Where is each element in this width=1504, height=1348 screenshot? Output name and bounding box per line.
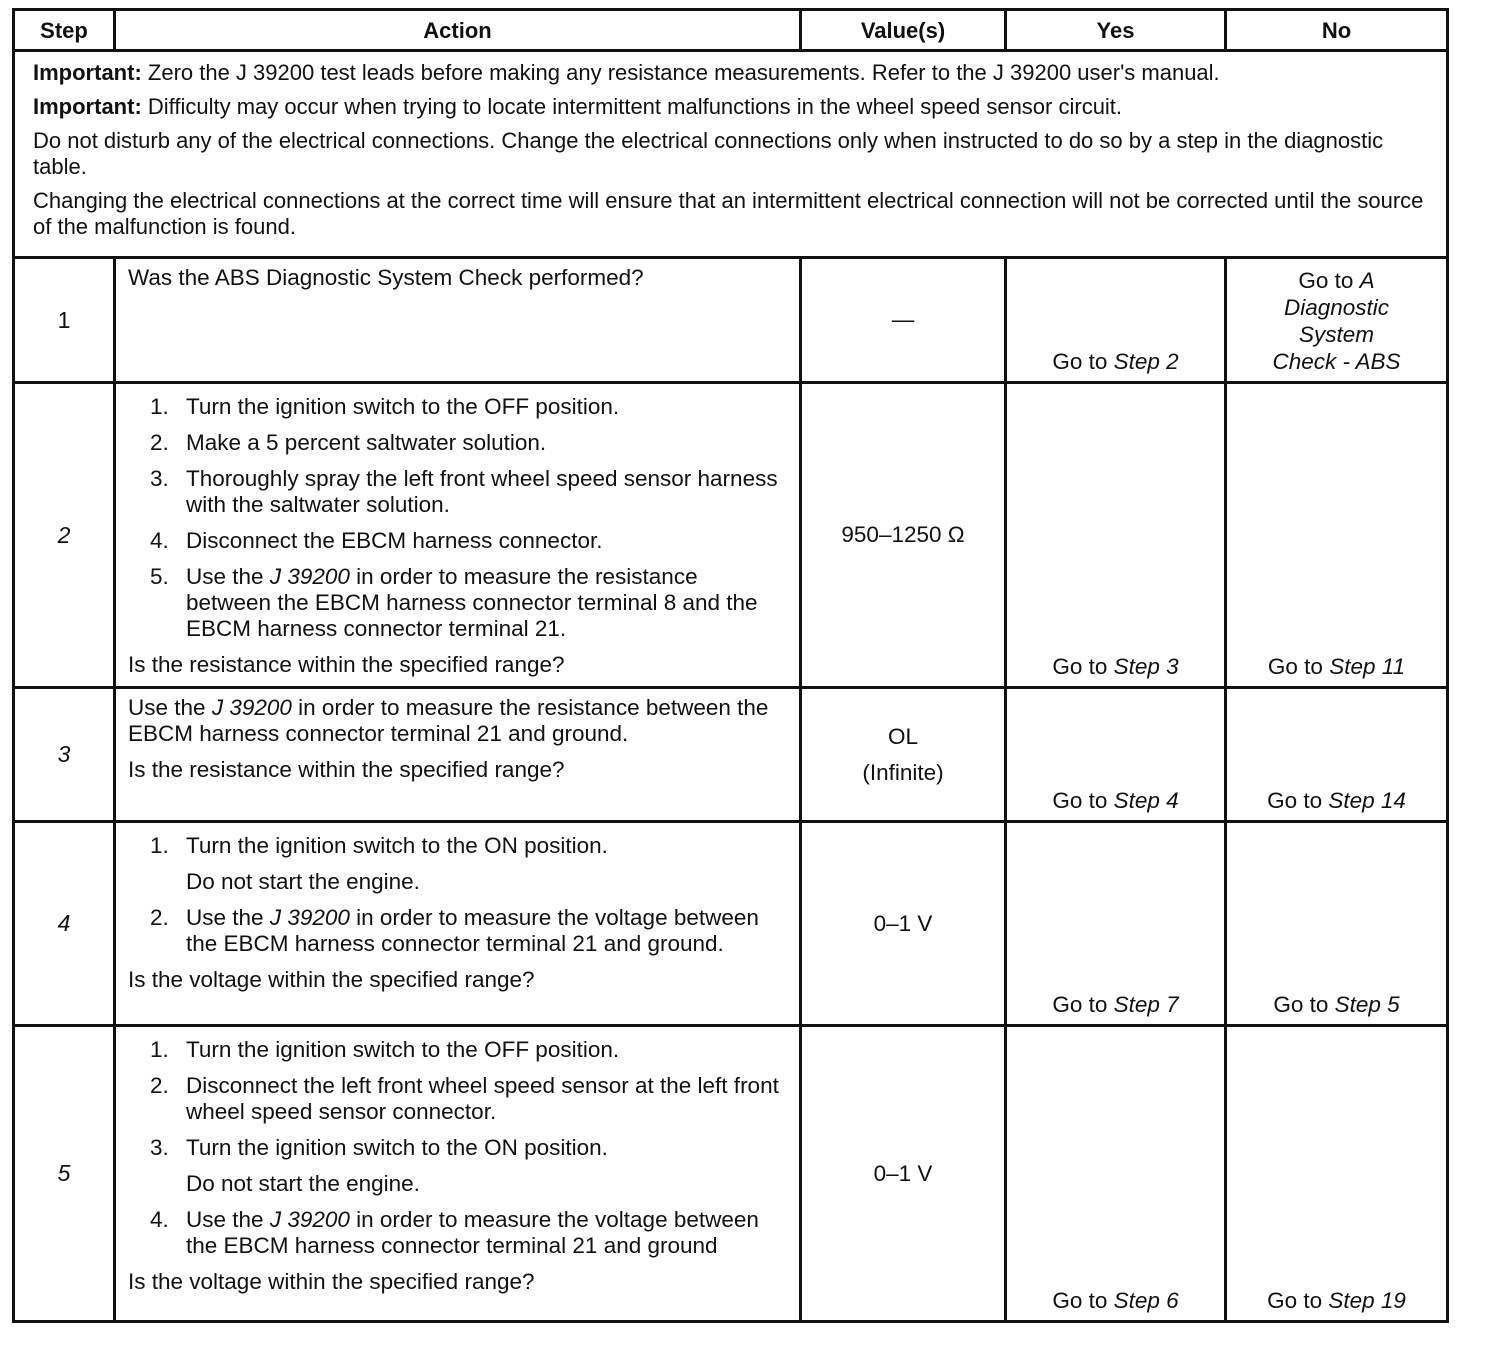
action-cell bbox=[115, 688, 801, 822]
action-question: Is the voltage within the specified range? bbox=[128, 967, 535, 992]
header-values: Value(s) bbox=[801, 10, 1006, 51]
list-item: 5. Use the J 39200 in order to measure the resistance between the EBCM harness connector terminal 8 and the EBCM harness connector terminal 21. bbox=[150, 564, 758, 641]
value-cell: — bbox=[801, 258, 1006, 383]
table-row bbox=[14, 258, 1448, 383]
important-notes-row bbox=[14, 51, 1448, 258]
header-yes: Yes bbox=[1006, 10, 1226, 51]
list-item: 1. Turn the ignition switch to the OFF position. bbox=[150, 1037, 620, 1062]
list-item: 3. Thoroughly spray the left front wheel speed sensor harness with the saltwater solution. bbox=[150, 466, 778, 517]
step-number: 1 bbox=[14, 258, 115, 383]
diagnostic-table-sheet bbox=[12, 8, 1446, 1323]
step-number: 3 bbox=[14, 688, 115, 822]
list-item: 4. Disconnect the EBCM harness connector. bbox=[150, 528, 603, 553]
value-cell: 950–1250 Ω bbox=[801, 383, 1006, 688]
important-notes bbox=[14, 51, 1448, 258]
list-item: 2. Use the J 39200 in order to measure the voltage between the EBCM harness connector terminal 21 and ground. bbox=[150, 905, 759, 956]
list-item: 2. Make a 5 percent saltwater solution. bbox=[150, 430, 547, 455]
header-row bbox=[14, 10, 1448, 51]
table-row bbox=[14, 383, 1448, 688]
action-cell bbox=[115, 822, 801, 1026]
no-cell[interactable]: Go to Step 19 bbox=[1226, 1026, 1448, 1322]
list-item: 4. Use the J 39200 in order to measure the voltage between the EBCM harness connector terminal 21 and ground bbox=[150, 1207, 759, 1258]
action-question: Is the resistance within the specified range? bbox=[128, 652, 565, 677]
list-item: 1. Turn the ignition switch to the ON position. Do not start the engine. bbox=[150, 833, 608, 894]
header-no: No bbox=[1226, 10, 1448, 51]
table-row bbox=[14, 1026, 1448, 1322]
note-4: Changing the electrical connections at the correct time will ensure that an intermittent electrical connection will not be corrected until the source of the malfunction is found. bbox=[33, 188, 1424, 239]
step-number: 2 bbox=[14, 383, 115, 688]
value-cell: 0–1 V bbox=[801, 1026, 1006, 1322]
list-item: 3. Turn the ignition switch to the ON position. Do not start the engine. bbox=[150, 1135, 608, 1196]
note-3: Do not disturb any of the electrical connections. Change the electrical connections only when instructed to do so by a step in the diagnostic table. bbox=[33, 128, 1384, 179]
value-cell: OL (Infinite) bbox=[801, 688, 1006, 822]
note-2: Important: Difficulty may occur when trying to locate intermittent malfunctions in the wheel speed sensor circuit. bbox=[33, 94, 1123, 119]
yes-cell[interactable]: Go to Step 7 bbox=[1006, 822, 1226, 1026]
list-item: 1. Turn the ignition switch to the OFF position. bbox=[150, 394, 620, 419]
action-question: Was the ABS Diagnostic System Check performed? bbox=[128, 265, 644, 290]
action-cell bbox=[115, 383, 801, 688]
diagnostic-table bbox=[12, 8, 1449, 1323]
table-row bbox=[14, 822, 1448, 1026]
action-question: Is the voltage within the specified range? bbox=[128, 1269, 535, 1294]
step-number: 5 bbox=[14, 1026, 115, 1322]
action-steps bbox=[128, 394, 787, 642]
step-number: 4 bbox=[14, 822, 115, 1026]
no-cell[interactable]: Go to Step 11 bbox=[1226, 383, 1448, 688]
note-1: Important: Zero the J 39200 test leads before making any resistance measurements. Refer to the J 39200 user's manual. bbox=[33, 60, 1220, 85]
header-step: Step bbox=[14, 10, 115, 51]
yes-cell[interactable]: Go to Step 3 bbox=[1006, 383, 1226, 688]
value-cell: 0–1 V bbox=[801, 822, 1006, 1026]
action-cell bbox=[115, 1026, 801, 1322]
action-question: Is the resistance within the specified range? bbox=[128, 757, 565, 782]
header-action: Action bbox=[115, 10, 801, 51]
no-cell[interactable]: Go to Step 5 bbox=[1226, 822, 1448, 1026]
table-row bbox=[14, 688, 1448, 822]
no-cell[interactable]: Go to A Diagnostic System Check - ABS bbox=[1226, 258, 1448, 383]
action-cell bbox=[115, 258, 801, 383]
yes-cell[interactable]: Go to Step 6 bbox=[1006, 1026, 1226, 1322]
action-steps bbox=[128, 833, 787, 957]
yes-cell[interactable]: Go to Step 2 bbox=[1006, 258, 1226, 383]
no-cell[interactable]: Go to Step 14 bbox=[1226, 688, 1448, 822]
list-item: 2. Disconnect the left front wheel speed sensor at the left front wheel speed sensor connector. bbox=[150, 1073, 779, 1124]
action-steps bbox=[128, 1037, 787, 1259]
action-text: Use the J 39200 in order to measure the resistance between the EBCM harness connector terminal 21 and ground. bbox=[128, 695, 769, 746]
yes-cell[interactable]: Go to Step 4 bbox=[1006, 688, 1226, 822]
